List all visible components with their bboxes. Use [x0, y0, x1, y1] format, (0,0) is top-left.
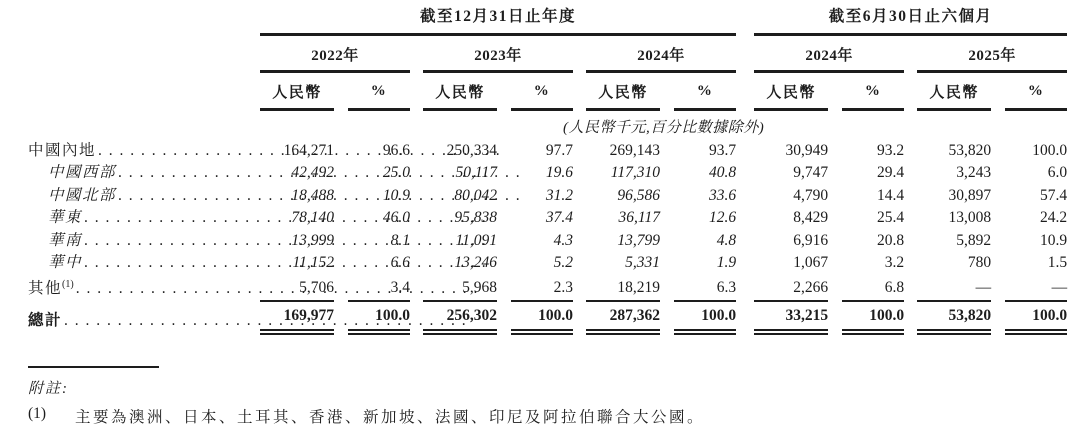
table-cell: 117,310 [610, 164, 660, 182]
column-gap [828, 207, 842, 229]
column-gap [573, 230, 586, 252]
empty-cell [28, 72, 260, 110]
column-gap [660, 301, 674, 332]
year-header-2024-interim: 2024年 [754, 35, 904, 72]
column-gap [573, 140, 586, 162]
table-cell: 18,219 [586, 274, 660, 300]
column-gap [660, 72, 674, 110]
column-gap [497, 230, 511, 252]
column-gap [828, 252, 842, 274]
column-gap [904, 252, 917, 274]
table-cell: 13,999 [291, 231, 334, 249]
column-gap [497, 301, 511, 332]
column-gap [991, 274, 1005, 300]
table-cell: 8.1 [390, 231, 410, 249]
table-cell: 780 [967, 254, 992, 272]
table-cell: 46.0 [382, 209, 410, 227]
column-gap [991, 140, 1005, 162]
column-gap [828, 72, 842, 110]
column-gap [991, 162, 1005, 184]
column-gap [736, 252, 754, 274]
column-gap [991, 252, 1005, 274]
table-cell: 3,243 [956, 164, 992, 182]
column-gap [736, 162, 754, 184]
empty-cell [28, 35, 260, 72]
footnote-item [28, 405, 1080, 427]
group-gap [736, 72, 754, 110]
column-gap [660, 230, 674, 252]
pct-column-header: % [842, 72, 904, 110]
table-row-others [28, 274, 1067, 300]
column-gap [991, 301, 1005, 332]
table-cell: 42,492 [291, 164, 334, 182]
table-cell: 5,331 [625, 254, 660, 272]
column-gap [904, 162, 917, 184]
table-row-east-china [28, 207, 1067, 229]
dot-leader [84, 230, 487, 252]
table-row-mainland-china [28, 140, 1067, 162]
group-gap [736, 3, 754, 35]
unit-note-row [28, 110, 1067, 141]
column-gap [904, 72, 917, 110]
table-cell: 14.4 [877, 186, 905, 204]
table-cell: 53,820 [917, 301, 991, 332]
table-cell: 25.4 [877, 209, 905, 227]
table-cell: 8,429 [793, 209, 829, 227]
column-gap [904, 35, 917, 72]
table-cell: 100.0 [674, 301, 736, 332]
pct-column-header: % [1005, 72, 1067, 110]
footnote-reference: (1) [62, 279, 74, 291]
table-cell: 78,140 [291, 209, 334, 227]
table-row-south-china [28, 230, 1067, 252]
column-gap [573, 162, 586, 184]
column-gap [828, 274, 842, 300]
table-cell: 33.6 [709, 186, 737, 204]
table-cell: 50,117 [455, 164, 497, 182]
column-gap [904, 207, 917, 229]
table-cell: 19.6 [545, 164, 573, 182]
table-cell: 100.0 [1032, 142, 1068, 159]
table-cell: 95,838 [454, 209, 497, 227]
table-cell: 164,271 [283, 142, 334, 159]
table-cell: 97.7 [545, 142, 573, 159]
year-header-2025-interim: 2025年 [917, 35, 1067, 72]
table-cell: 30,949 [785, 142, 829, 159]
table-cell: 100.0 [348, 301, 410, 332]
table-cell: 96.6 [382, 142, 410, 159]
group-gap [736, 35, 754, 72]
column-gap [828, 185, 842, 207]
row-label: 華南 . . . [28, 230, 260, 252]
footnote-marker: (1) [28, 405, 47, 423]
table-cell: 80,042 [454, 186, 497, 204]
table-cell: 13,799 [617, 231, 660, 249]
row-label: 總計 . . . [28, 301, 260, 332]
table-cell: 6,916 [793, 231, 829, 249]
column-gap [573, 207, 586, 229]
rmb-column-header: 人民幣 [260, 72, 334, 110]
column-gap [573, 72, 586, 110]
column-gap [736, 274, 754, 300]
column-gap [660, 207, 674, 229]
column-gap [660, 140, 674, 162]
column-gap [828, 140, 842, 162]
table-cell: 33,215 [754, 301, 828, 332]
column-gap [497, 207, 511, 229]
dot-leader [84, 252, 487, 274]
table-cell: 13,008 [948, 209, 992, 227]
column-gap [573, 274, 586, 300]
year-header-2023: 2023年 [423, 35, 573, 72]
pct-column-header: % [674, 72, 736, 110]
column-gap [828, 301, 842, 332]
year-header-row [28, 35, 1067, 72]
table-cell: 3.4 [348, 274, 410, 300]
year-header-2024: 2024年 [586, 35, 736, 72]
table-cell: 1.5 [1047, 254, 1068, 272]
table-cell: 1,067 [793, 254, 829, 272]
table-cell: 10.9 [382, 186, 410, 204]
row-label: 中國西部 . . . [28, 162, 260, 184]
table-cell: 13,246 [454, 254, 497, 272]
table-row-western-china [28, 162, 1067, 184]
column-gap [736, 230, 754, 252]
row-label: 中國內地 . . . [28, 140, 260, 162]
column-gap [991, 72, 1005, 110]
table-cell: 10.9 [1040, 231, 1068, 249]
table-cell: 12.6 [709, 209, 737, 227]
column-gap [904, 185, 917, 207]
table-cell: 5,892 [956, 231, 992, 249]
table-row-central-china [28, 252, 1067, 274]
rmb-column-header: 人民幣 [917, 72, 991, 110]
column-gap [991, 185, 1005, 207]
pct-column-header: % [348, 72, 410, 110]
dot-leader [76, 278, 479, 300]
column-gap [573, 35, 586, 72]
unit-note: (人民幣千元,百分比數據除外) [562, 120, 765, 136]
table-cell: 100.0 [1005, 301, 1067, 332]
table-cell: 256,302 [423, 301, 497, 332]
footnotes-title: 附註: [28, 381, 69, 398]
row-label: 華中 . . . [28, 252, 260, 274]
column-gap [573, 252, 586, 274]
empty-cell [28, 110, 260, 141]
table-cell: 5,968 [423, 274, 497, 300]
table-cell: 57.4 [1040, 186, 1068, 204]
column-gap [660, 252, 674, 274]
table-cell: 250,334 [446, 142, 497, 159]
table-cell: 11,091 [455, 231, 497, 249]
table-cell: 37.4 [545, 209, 573, 227]
table-cell: 31.2 [545, 186, 573, 204]
column-gap [904, 230, 917, 252]
empty-corner [28, 3, 260, 35]
table-cell: 269,143 [609, 142, 660, 159]
revenue-by-region-table [28, 3, 1067, 335]
column-gap [660, 274, 674, 300]
column-gap [660, 185, 674, 207]
row-label: 中國北部 . . . [28, 185, 260, 207]
column-gap [334, 72, 348, 110]
column-gap [497, 72, 511, 110]
year-header-2022: 2022年 [260, 35, 410, 72]
table-cell: 287,362 [586, 301, 660, 332]
rmb-column-header: 人民幣 [586, 72, 660, 110]
table-cell: 29.4 [877, 164, 905, 182]
row-label: 華東 . . . [28, 207, 260, 229]
table-cell: 1.9 [716, 254, 737, 272]
table-cell: 30,897 [948, 186, 992, 204]
dot-leader [84, 207, 487, 229]
column-gap [904, 301, 917, 332]
table-cell: 96,586 [617, 186, 660, 204]
table-cell: 169,977 [260, 301, 334, 332]
column-gap [991, 230, 1005, 252]
column-gap [573, 301, 586, 332]
pct-column-header: % [511, 72, 573, 110]
column-gap [828, 162, 842, 184]
table-cell: 4.8 [716, 231, 737, 249]
table-cell: 20.8 [877, 231, 905, 249]
column-gap [410, 35, 423, 72]
table-cell: 6.3 [674, 274, 736, 300]
table-cell: 6.6 [390, 254, 410, 272]
rmb-column-header: 人民幣 [754, 72, 828, 110]
column-gap [410, 72, 423, 110]
footnote-divider [28, 366, 159, 368]
table-cell: 6.8 [842, 274, 904, 300]
period-header-annual: 截至12月31日止年度 [260, 3, 736, 35]
table-cell: 3.2 [884, 254, 905, 272]
table-cell: 40.8 [709, 164, 737, 182]
table-cell: 9,747 [793, 164, 829, 182]
table-cell: 5.2 [553, 254, 573, 272]
period-header-interim: 截至6月30日止六個月 [754, 3, 1067, 35]
column-gap [573, 185, 586, 207]
table-cell: 2,266 [754, 274, 828, 300]
table-cell: 93.2 [877, 142, 905, 159]
column-header-row [28, 72, 1067, 110]
table-cell: 53,820 [948, 142, 992, 159]
table-cell: — [917, 274, 991, 300]
table-cell: 5,706 [260, 274, 334, 300]
table-cell: 100.0 [842, 301, 904, 332]
column-gap [736, 185, 754, 207]
table-cell: 25.0 [382, 164, 410, 182]
table-cell: 18,488 [291, 186, 334, 204]
table-cell: 6.0 [1047, 164, 1068, 182]
column-gap [904, 140, 917, 162]
footnotes-section [28, 366, 1080, 427]
column-gap [497, 274, 511, 300]
column-gap [991, 207, 1005, 229]
table-cell: — [1005, 274, 1067, 300]
table-cell: 11,152 [292, 254, 334, 272]
table-cell: 4.3 [553, 231, 573, 249]
period-header-row [28, 3, 1067, 35]
table-cell: 24.2 [1040, 209, 1068, 227]
column-gap [828, 230, 842, 252]
table-row-northern-china [28, 185, 1067, 207]
footnote-text: 主要為澳洲、日本、土耳其、香港、新加坡、法國、印尼及阿拉伯聯合大公國。 [75, 409, 706, 427]
rmb-column-header: 人民幣 [423, 72, 497, 110]
table-cell: 2.3 [511, 274, 573, 300]
table-cell: 4,790 [793, 186, 829, 204]
row-label: 其他$^{(1)}$ . . . [28, 274, 260, 300]
table-row-total [28, 301, 1067, 332]
table-cell: 100.0 [511, 301, 573, 332]
column-gap [904, 274, 917, 300]
column-gap [497, 252, 511, 274]
column-gap [736, 140, 754, 162]
column-gap [736, 207, 754, 229]
column-gap [736, 301, 754, 332]
column-gap [660, 162, 674, 184]
table-cell: 93.7 [709, 142, 737, 159]
table-cell: 36,117 [618, 209, 660, 227]
